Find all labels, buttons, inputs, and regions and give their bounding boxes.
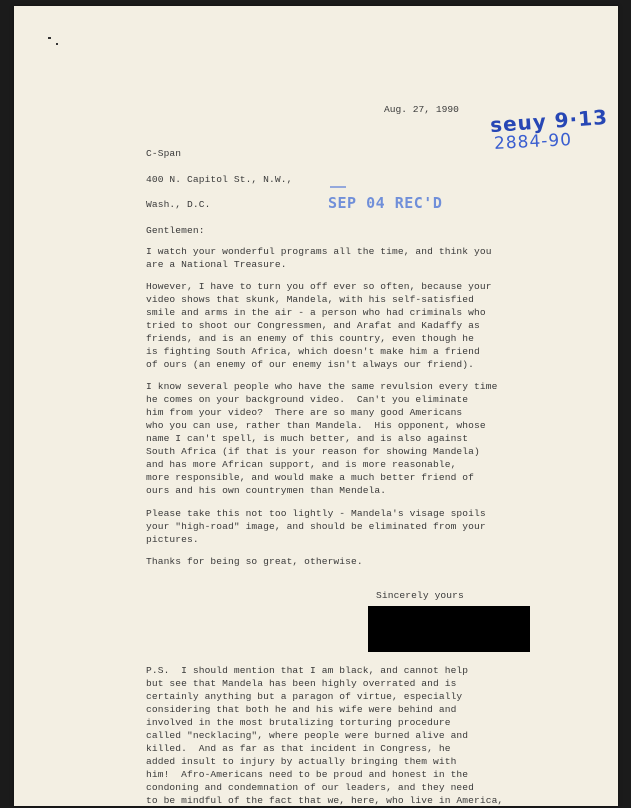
recipient-line-1: C-Span xyxy=(146,148,182,159)
text-line: friends, and is an enemy of this country, even though he xyxy=(146,333,475,344)
text-line: certainly anything but a paragon of virtue, especially xyxy=(146,691,463,702)
salutation: Gentlemen: xyxy=(146,225,205,236)
text-line: is fighting South Africa, which doesn't make him a friend xyxy=(146,346,480,357)
text-line: Please take this not too lightly - Mandela's visage spoils xyxy=(146,508,486,519)
recipient-line-3: Wash., D.C. xyxy=(146,199,211,210)
paper-speck xyxy=(56,43,58,45)
text-line: smile and arms in the air - a person who had criminals who xyxy=(146,307,486,318)
text-line: However, I have to turn you off ever so often, because your xyxy=(146,281,492,292)
text-line: and has more African support, and is more reasonable, xyxy=(146,459,457,470)
text-line: pictures. xyxy=(146,534,199,545)
text-line: killed. And as far as that incident in Congress, he xyxy=(146,743,451,754)
text-line: tried to shoot our Congressmen, and Arafat and Kadaffy as xyxy=(146,320,480,331)
text-line: South Africa (if that is your reason for showing Mandela) xyxy=(146,446,480,457)
letter-date: Aug. 27, 1990 xyxy=(384,104,459,115)
text-line: him! Afro-Americans need to be proud and honest in the xyxy=(146,769,469,780)
handwritten-number: 2884-90 xyxy=(493,129,573,155)
text-line: are a National Treasure. xyxy=(146,259,287,270)
text-line: name I can't spell, is much better, and is also against xyxy=(146,433,469,444)
closing: Sincerely yours xyxy=(376,590,464,601)
text-line: considering that both he and his wife were behind and xyxy=(146,704,457,715)
text-line: I know several people who have the same revulsion every time xyxy=(146,381,498,392)
text-line: but see that Mandela has been highly overrated and is xyxy=(146,678,457,689)
text-line: involved in the most brutalizing torturing procedure xyxy=(146,717,451,728)
received-stamp: SEP 04 REC'D xyxy=(328,194,443,212)
text-line: P.S. I should mention that I am black, and cannot help xyxy=(146,665,469,676)
text-line: added insult to injury by actually bringing them with xyxy=(146,756,457,767)
text-line: he comes on your background video. Can't you eliminate xyxy=(146,394,469,405)
paper-speck xyxy=(48,37,51,39)
text-line: who you can use, rather than Mandela. His opponent, whose xyxy=(146,420,486,431)
text-line: your "high-road" image, and should be eliminated from your xyxy=(146,521,486,532)
handwritten-code: seuy 9·13 xyxy=(489,104,609,138)
letter-page xyxy=(14,6,618,806)
text-line: called "necklacing", where people were burned alive and xyxy=(146,730,469,741)
text-line: condoning and condemnation of our leaders, and they need xyxy=(146,782,475,793)
text-line: Thanks for being so great, otherwise. xyxy=(146,556,363,567)
recipient-line-2: 400 N. Capitol St., N.W., xyxy=(146,174,293,185)
text-line: video shows that skunk, Mandela, with his self-satisfied xyxy=(146,294,475,305)
text-line: more responsible, and would make a much better friend of xyxy=(146,472,475,483)
stamp-mark xyxy=(330,186,346,188)
text-line: him from your video? There are so many good Americans xyxy=(146,407,463,418)
text-line: to be mindful of the fact that we, here, who live in America, xyxy=(146,795,504,806)
redacted-signature xyxy=(368,606,530,652)
text-line: ours and his own countrymen than Mendela. xyxy=(146,485,387,496)
text-line: I watch your wonderful programs all the time, and think you xyxy=(146,246,492,257)
text-line: of ours (an enemy of our enemy isn't always our friend). xyxy=(146,359,475,370)
